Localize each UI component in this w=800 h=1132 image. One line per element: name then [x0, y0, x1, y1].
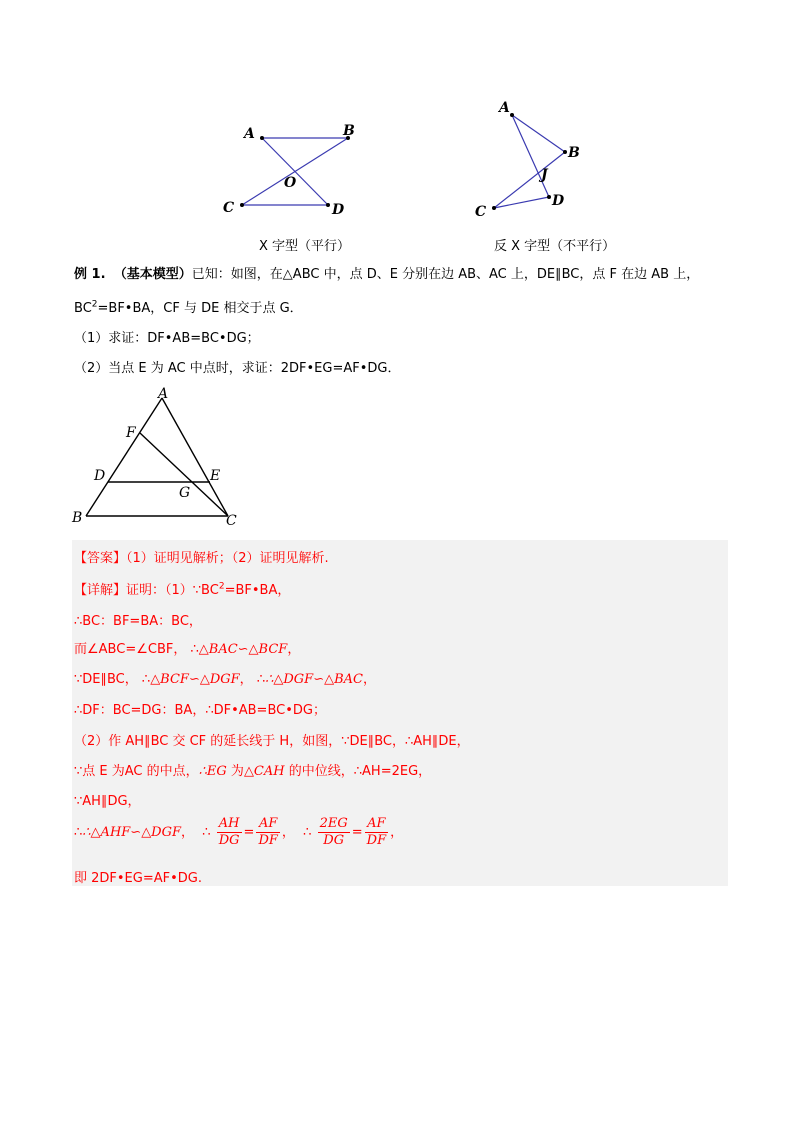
detail-line-4: ∵DE∥BC， ∴△BCF∽△DGF， ∴∴△DGF∽△BAC，: [74, 672, 376, 687]
detail-line-5: ∴DF：BC=DG：BA，∴DF•AB=BC•DG；: [74, 703, 326, 718]
fraction-af-df: $\frac{AF}{DF}$: [258, 816, 278, 848]
point-label-a: A: [158, 386, 169, 402]
figure-anti-x: [470, 95, 590, 225]
point-label-j: J: [541, 167, 548, 183]
point-label-b: B: [343, 123, 355, 139]
point-label-c: C: [226, 513, 237, 529]
example-tag: （基本模型）: [113, 267, 192, 282]
math-eg: ∴EG: [198, 764, 227, 779]
detail-line-8: ∵AH∥DG，: [74, 794, 141, 809]
answer-line: 【答案】（1）证明见解析；（2）证明见解析.: [74, 551, 329, 566]
math-similar-bcf-dgf: △BCF∽△DGF: [150, 672, 240, 687]
point-label-d: D: [332, 202, 345, 218]
detail-line-6: （2）作 AH∥BC 交 CF 的延长线于 H，如图，∵DE∥BC，∴AH∥DE，: [74, 734, 470, 749]
math-similar-bac-bcf: △BAC∽△BCF: [198, 642, 288, 657]
example-line-1: [74, 263, 699, 282]
fraction-af-df-2: $\frac{AF}{DF}$: [366, 816, 387, 848]
detail-line-10: 即 2DF•EG=AF•DG.: [74, 871, 202, 886]
point-label-f: F: [126, 425, 136, 441]
detail-line-3: 而∠ABC=∠CBF， ∴△BAC∽△BCF，: [74, 642, 301, 657]
point-label-c: C: [475, 204, 487, 220]
detail-line-9: ∴∴△AHF∽△DGF， ∴ $\frac{AH}{DG}$ = $\frac{AF}{DF}$ ， ∴ $\frac{2EG}{DG}$ = $\frac{AF}{DF}$ ，: [74, 816, 404, 848]
detail-tag: 【详解】: [74, 583, 127, 598]
figure-triangle-abc: [68, 386, 248, 531]
math-cah: △CAH: [243, 764, 285, 779]
figure-x-parallel: [220, 118, 370, 223]
point-label-e: E: [210, 468, 221, 484]
question-1: （1）求证：DF•AB=BC•DG；: [74, 331, 260, 346]
detail-line-7: ∵点 E 为AC 的中点，∴EG 为△CAH 的中位线，∴AH=2EG，: [74, 764, 432, 779]
figure-x-caption: X 字型（平行）: [259, 239, 351, 254]
math-similar-dgf-bac: ∴△DGF∽△BAC: [265, 672, 363, 687]
answer-tag: 【答案】: [74, 551, 127, 566]
math-similar-ahf-dgf: ∴△AHF∽△DGF: [82, 825, 182, 840]
point-label-a: A: [244, 126, 255, 142]
figure-anti-x-caption: 反 X 字型（不平行）: [494, 239, 616, 254]
example-text-1: 已知：如图，在△ABC 中，点 D、E 分别在边 AB、AC 上，DE∥BC，点 F 在边 AB 上，: [191, 267, 700, 282]
detail-line-1: 【详解】证明：$(1)\because BC^2=BF•BA$，: [74, 581, 291, 598]
fraction-2eg-dg: $\frac{2EG}{DG}$: [319, 816, 348, 848]
point-label-a: A: [499, 100, 510, 116]
point-label-d: D: [94, 468, 106, 484]
point-label-b: B: [568, 145, 580, 161]
example-label: 例 1.: [74, 267, 106, 282]
point-label-c: C: [223, 200, 235, 216]
fraction-ah-dg: $\frac{AH}{DG}$: [218, 816, 240, 848]
point-label-g: G: [179, 485, 191, 501]
detail-line-2: ∴BC：BF=BA：BC，: [74, 614, 202, 629]
point-label-d: D: [552, 193, 565, 209]
question-2: （2）当点 E 为 AC 中点时，求证：2DF•EG=AF•DG．: [74, 361, 401, 376]
example-line-2: $BC^2=BF•BA$，CF 与 DE 相交于点 G．: [74, 299, 303, 316]
point-label-b: B: [72, 510, 83, 526]
point-label-o: O: [284, 175, 297, 191]
